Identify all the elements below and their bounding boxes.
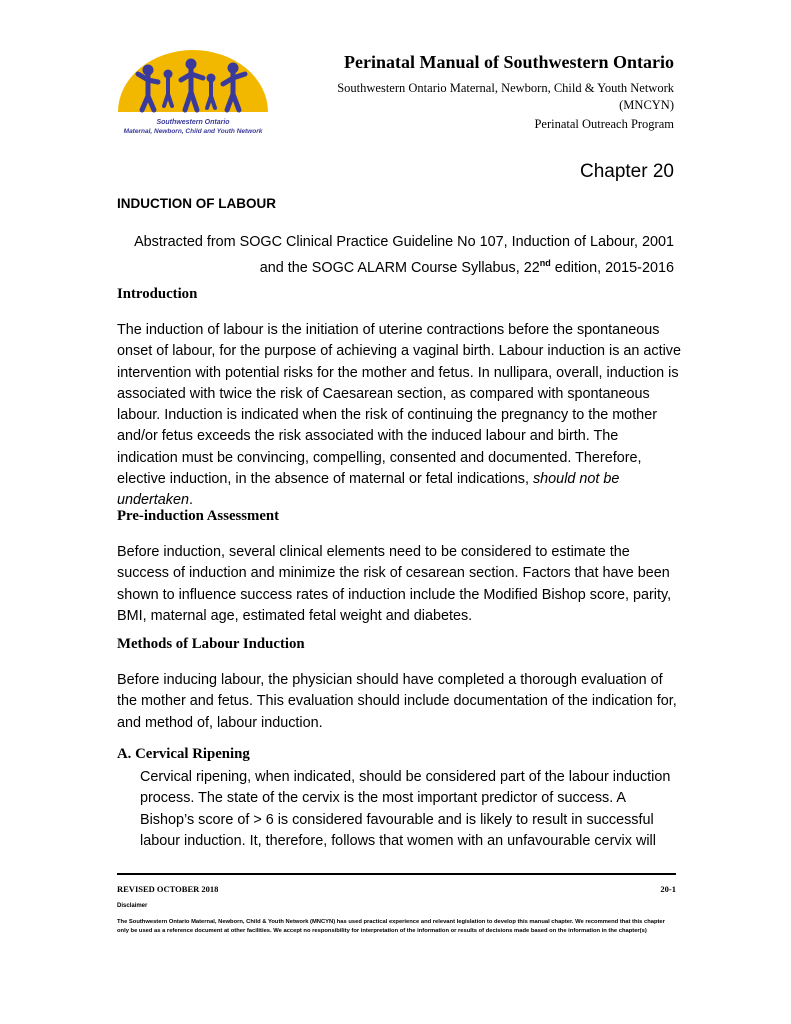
cervical-ripening-paragraph: Cervical ripening, when indicated, should be considered part of the labour induction process. The state of the cervix is the most important predictor of success. A Bishop’s score of > 6 is considered favourable and is likely to result in successful labour induction. It, therefore, follows that women with an unfavourable cervix will xyxy=(140,769,671,849)
introduction-emphasis: should not be undertaken xyxy=(117,471,620,509)
logo-graphic xyxy=(113,44,273,144)
revision-date: REVISED OCTOBER 2018 xyxy=(117,884,219,894)
section-heading-pre-induction: Pre-induction Assessment xyxy=(117,508,280,524)
introduction-end: . xyxy=(189,492,194,509)
program-name: Perinatal Outreach Program xyxy=(534,117,674,131)
section-heading-cervical-ripening: A. Cervical Ripening xyxy=(117,746,250,762)
logo-text-line1: Southwestern Ontario xyxy=(156,119,230,126)
logo-text-line2: Maternal, Newborn, Child and Youth Network xyxy=(123,128,263,135)
abstract-edition-suffix: nd xyxy=(539,258,551,268)
abstract-line2 xyxy=(117,253,674,279)
section-heading-introduction: Introduction xyxy=(117,286,198,302)
introduction-body: The induction of labour is the initiation of uterine contractions before the spontaneous onset of labour, for the purpose of achieving a vaginal birth. Labour induction is an active intervention with potential risks for the mother and fetus. In nullipara, overall, induction is associated with twice the risk of Caesarean section, as compared with spontaneous labour. Induction is indicated when the risk of continuing the pregnancy to the mother and/or fetus exceeds the risk associated with the induced labour and birth. The indication must be convincing, compelling, consented and documented. Therefore, elective induction, in the absence of maternal or fetal indications, xyxy=(117,322,681,488)
methods-paragraph: Before inducing labour, the physician should have completed a thorough evaluation of the mother and fetus. This evaluation should include documentation of the indication for, and method of, labour induction. xyxy=(117,672,677,731)
network-name xyxy=(290,80,674,114)
network-name-line1: Southwestern Ontario Maternal, Newborn, Child & Youth Network xyxy=(337,81,674,95)
disclaimer-text: The Southwestern Ontario Maternal, Newborn, Child & Youth Network (MNCYN) has used practical experience and relevant legislation to develop this manual chapter. We recommend that this chapter only be used as a reference document at other facilities. We accept no responsibility for interpretation of the information or results of decisions made based on the information in the chapter(s) xyxy=(117,919,665,934)
disclaimer-label: Disclaimer xyxy=(117,903,148,909)
manual-title: Perinatal Manual of Southwestern Ontario xyxy=(344,52,674,72)
abstract-line2-post: edition, 2015-2016 xyxy=(550,259,674,276)
document-title: INDUCTION OF LABOUR xyxy=(117,196,276,211)
section-heading-methods: Methods of Labour Induction xyxy=(117,636,305,652)
abstract-line2-pre: and the SOGC ALARM Course Syllabus, 22 xyxy=(259,259,540,276)
network-logo xyxy=(113,44,273,144)
abstract-source xyxy=(117,232,674,279)
abstract-line1: Abstracted from SOGC Clinical Practice Guideline No 107, Induction of Labour, 2001 xyxy=(134,234,674,250)
pre-induction-paragraph: Before induction, several clinical elements need to be considered to estimate the success of induction and minimize the risk of cesarean section. Factors that have been shown to influence success rates of induction include the Modified Bishop score, parity, BMI, maternal age, estimated fetal weight and diabetes. xyxy=(117,544,672,624)
network-name-line2: (MNCYN) xyxy=(619,98,674,112)
chapter-number: Chapter 20 xyxy=(579,161,674,182)
page-number: 20-1 xyxy=(660,884,676,894)
introduction-paragraph xyxy=(117,320,682,512)
footer-divider xyxy=(117,873,676,875)
